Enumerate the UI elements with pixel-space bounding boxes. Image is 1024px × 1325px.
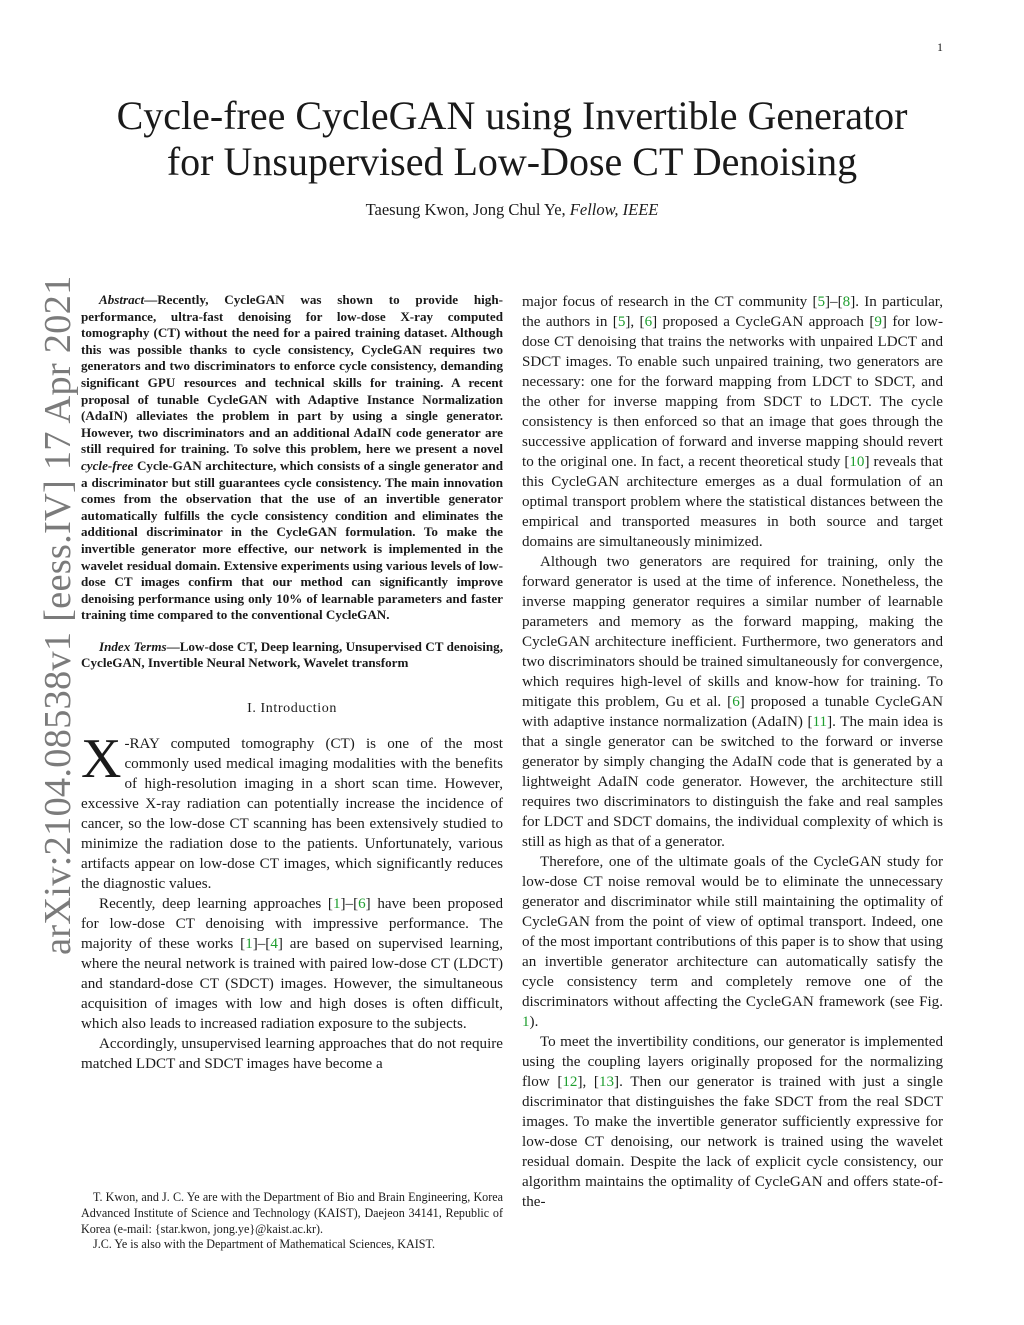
arxiv-identifier[interactable]: arXiv:2104.08538v1 [eess.IV] 17 Apr 2021	[37, 275, 79, 955]
text-run: Although two generators are required for training, only the forward generator is used at the time of inference. Nonetheless, the inverse mapping generator requires a similar number of learnable parameters and memory as the forward mapping, making the CycleGAN architecture inefficient. Furthermore, two generators and two discriminators should be trained simultaneously for convergence, which requires high-level of skills and know-how for training. To mitigate this problem, Gu et al. [	[522, 554, 943, 710]
intro-paragraph-1	[81, 728, 503, 894]
citation-link[interactable]: 6	[644, 314, 653, 330]
text-run: ]–[	[340, 896, 359, 913]
dropcap-letter: X	[81, 728, 122, 791]
text-run: ]–[	[252, 936, 271, 953]
text-run: ], [	[625, 314, 645, 330]
citation-link[interactable]: 12	[562, 1074, 578, 1090]
citation-link[interactable]: 1	[332, 896, 341, 913]
right-paragraph-3	[522, 852, 943, 1032]
text-run: ).	[529, 1014, 539, 1030]
intro-p1-text: -RAY computed tomography (CT) is one of the most commonly used medical imaging modalities with the benefits of high-resolution imaging in a short scan time. However, excessive X-ray radiation can potentially increase the incidence of cancer, so the low-dose CT scanning has been extensively studied to minimize the radiation dose to the patients. Unfortunately, various artifacts appear on low-dose CT images, which significantly reduces the diagnostic values.	[81, 736, 503, 893]
footnote-line-2: J.C. Ye is also with the Department of Mathematical Sciences, KAIST.	[93, 1237, 436, 1252]
abstract	[81, 292, 503, 624]
text-run: ]–[	[825, 294, 843, 310]
abstract-text-1: —Recently, CycleGAN was shown to provide high-performance, ultra-fast denoising for low-dose X-ray computed tomography (CT) without the need for a paired training dataset. Although this was possible thanks to cycle consistency, CycleGAN requires two generators and two discriminators to enforce cycle consistency, demanding significant GPU resources and technical skills for training. A recent proposal of tunable CycleGAN with Adaptive Instance Normalization (AdaIN) alleviates the problem in part by using a single generator. However, two discriminators and an additional AdaIN code generator are still required for training. To solve this problem, here we present a novel	[81, 292, 503, 457]
text-run: major focus of research in the CT community [	[522, 294, 818, 310]
text-run: To meet the invertibility conditions, our generator is implemented using the coupling layers originally proposed for the normalizing flow [	[522, 1034, 943, 1090]
abstract-text-2: Cycle-GAN architecture, which consists of a single generator and a discriminator but still guarantees cycle consistency. The main innovation comes from the observation that the use of an invertible generator automatically fulfills the cycle consistency condition and eliminates the additional discriminator in the CycleGAN formulation. To make the invertible generator more effective, our network is implemented in the wavelet residual domain. Extensive experiments using various levels of low-dose CT images confirm that our method can significantly improve denoising performance using only 10% of learnable parameters and faster training time compared to the conventional CycleGAN.	[81, 457, 503, 623]
citation-link[interactable]: 4	[270, 936, 278, 953]
text-run: ], [	[577, 1074, 599, 1090]
text-run: ] for low-dose CT denoising that trains the networks with unpaired LDCT and SDCT images. To enable such unpaired training, two generators are necessary: one for the forward mapping from LDCT to SDCT, and the other for inverse mapping from SDCT to LDCT. The cycle consistency is then enforced so that an image that goes through the successive application of forward and inverse mapping should revert to the original one. In fact, a recent theoretical study [	[522, 314, 943, 470]
title-line-1: Cycle-free CycleGAN using Invertible Generator	[116, 93, 908, 138]
text-run: ]. The main idea is that a single generator can be switched to the forward or inverse generator by simply changing the AdaIN code that is generated by a lightweight AdaIN code generator. However, the architecture still requires two discriminators to distinguish the fake and real samples for LDCT and SDCT domains, the individual complexity of which is still as high as that of a generator.	[522, 714, 943, 850]
citation-link[interactable]: 9	[874, 314, 882, 330]
right-paragraph-1	[522, 292, 943, 552]
section-heading-introduction: I. Introduction	[247, 701, 337, 717]
title-line-2: for Unsupervised Low-Dose CT Denoising	[166, 139, 858, 184]
index-terms-text: —Low-dose CT, Deep learning, Unsupervised CT denoising, CycleGAN, Invertible Neural Network, Wavelet transform	[81, 638, 503, 671]
author-names: Taesung Kwon, Jong Chul Ye,	[365, 200, 570, 219]
citation-link[interactable]: 5	[817, 294, 826, 310]
footnote-line-1: T. Kwon, and J. C. Ye are with the Department of Bio and Brain Engineering, Korea Advanced Institute of Science and Technology (KAIST), Daejeon 34141, Republic of Korea (e-mail: {star.kwon, jong.ye}@kaist.ac.kr).	[81, 1190, 503, 1236]
text-run: Therefore, one of the ultimate goals of the CycleGAN study for low-dose CT noise removal would be to eliminate the unnecessary generator and discriminator while still maintaining the optimality of CycleGAN from the point of view of optimal transport. Indeed, one of the most important contributions of this paper is to show that using an invertible generator architecture can automatically satisfy the cycle consistency term and completely remove one of the discriminators without affecting the CycleGAN framework (see Fig.	[522, 854, 943, 1010]
index-terms-label: Index Terms	[99, 638, 167, 654]
text-run: ] proposed a tunable CycleGAN with adaptive instance normalization (AdaIN) [	[522, 694, 943, 730]
affiliation-footnote	[81, 1190, 503, 1253]
figure-reference-link[interactable]: 1	[522, 1014, 530, 1030]
citation-link[interactable]: 6	[358, 896, 366, 913]
citation-link[interactable]: 10	[849, 454, 865, 470]
right-paragraph-4	[522, 1032, 943, 1212]
citation-link[interactable]: 8	[842, 294, 851, 310]
abstract-italic: cycle-free	[81, 457, 134, 473]
index-terms	[81, 639, 503, 672]
intro-paragraph-3: Accordingly, unsupervised learning approaches that do not require matched LDCT and SDCT images have become a	[81, 1036, 503, 1073]
author-line	[60, 200, 964, 220]
citation-link[interactable]: 1	[245, 936, 253, 953]
text-run: Recently, deep learning approaches [	[99, 896, 333, 913]
citation-link[interactable]: 5	[617, 314, 626, 330]
right-column	[522, 292, 943, 1212]
citation-link[interactable]: 11	[812, 714, 828, 730]
left-column	[81, 292, 503, 1074]
abstract-label: Abstract	[99, 292, 145, 307]
text-run: ]. In particular, the authors in [	[522, 294, 943, 330]
citation-link[interactable]: 6	[732, 694, 740, 710]
text-run: ]. Then our generator is trained with just a single discriminator that distinguishes the fake SDCT from the real SDCT images. To make the invertible generator sufficiently expressive for low-dose CT denoising, our network is trained using the wavelet residual domain. Despite the lack of explicit cycle consistency, our algorithm maintains the optimality of CycleGAN and offers state-of-the-	[522, 1074, 943, 1210]
right-paragraph-2	[522, 552, 943, 852]
page-number: 1	[937, 40, 943, 54]
author-affiliation: Fellow, IEEE	[569, 200, 659, 219]
text-run: ] reveals that this CycleGAN architecture emerges as a dual formulation of an optimal transport problem where the statistical distances between the empirical and transported measures in both source and target domains are simultaneously minimized.	[522, 454, 943, 550]
text-run: ] proposed a CycleGAN approach [	[652, 314, 875, 330]
text-run: ] have been proposed for low-dose CT denoising with impressive performance. The majority of these works [	[81, 896, 503, 953]
intro-paragraph-2	[81, 894, 503, 1034]
citation-link[interactable]: 13	[598, 1074, 615, 1090]
paper-title	[60, 93, 964, 185]
text-run: ] are based on supervised learning, where the neural network is trained with paired low-dose CT (LDCT) and standard-dose CT (SDCT) images. However, the simultaneous acquisition of images with low and high doses is often difficult, which also leads to increased radiation exposure to the subjects.	[81, 936, 503, 1033]
